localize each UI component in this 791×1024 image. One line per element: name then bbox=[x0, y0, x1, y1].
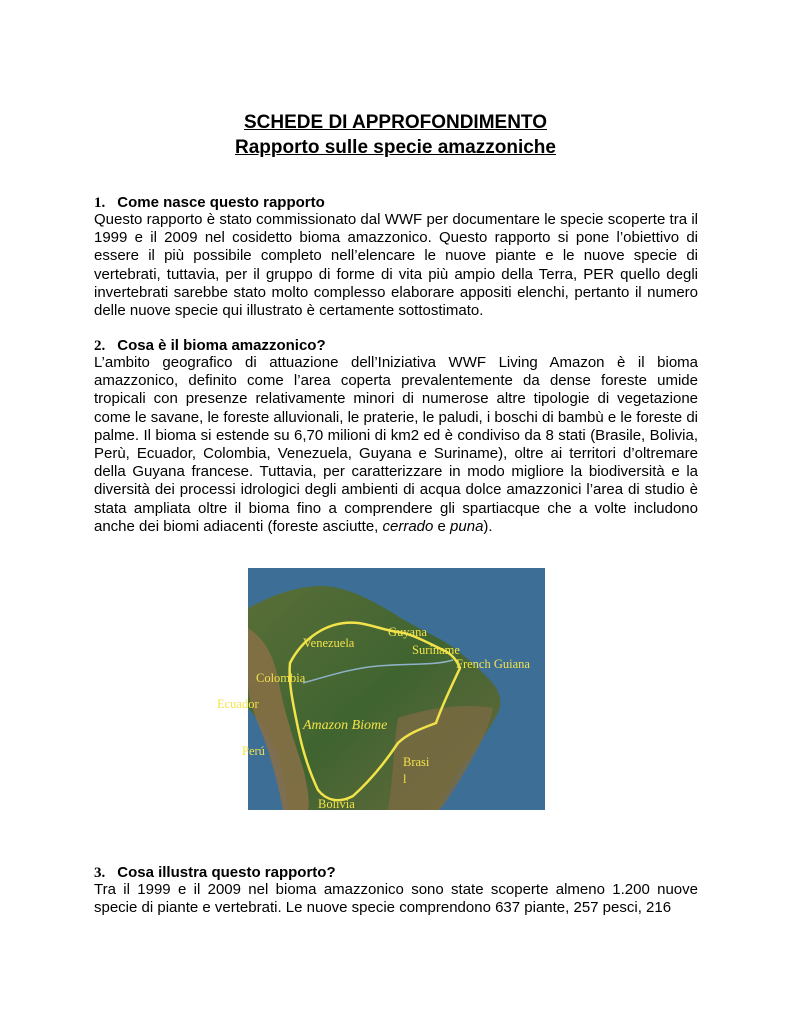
section-1-title: Come nasce questo rapporto bbox=[117, 194, 325, 211]
section-2-number: 2. bbox=[94, 338, 106, 354]
section-1-heading bbox=[94, 194, 325, 212]
label-ecuador: Ecuador bbox=[217, 697, 259, 711]
label-peru: Perú bbox=[242, 744, 265, 758]
cerrado-term: cerrado bbox=[382, 517, 434, 535]
section-2-title: Cosa è il bioma amazzonico? bbox=[117, 337, 326, 354]
label-french-guiana: French Guiana bbox=[456, 657, 530, 671]
amazon-biome-map bbox=[217, 568, 545, 811]
document-title: SCHEDE DI APPROFONDIMENTO bbox=[244, 112, 547, 133]
label-suriname: Suriname bbox=[412, 643, 460, 657]
label-brasil-a: Brasi bbox=[403, 755, 430, 769]
label-colombia: Colombia bbox=[256, 671, 306, 685]
section-3-paragraph: Tra il 1999 e il 2009 nel bioma amazzonico sono state scoperte almeno 1.200 nuove specie di piante e vertebrati. Le nuove specie comprendono 637 piante, 257 pesci, 216 bbox=[94, 881, 698, 917]
section-1-paragraph: Questo rapporto è stato commissionato dal WWF per documentare le specie scoperte tra il 1999 e il 2009 nel cosidetto bioma amazzonico. Questo rapporto si pone l’obiettivo di essere il più possibile completo nell’elencare le nuove piante e le nuove specie di vertebrati, tuttavia, per il gruppo di forme di vita più ampio della Terra, PER quello degli invertebrati sarebbe stato molto complesso elaborare appositi elenchi, pertanto il numero delle nuove specie qui illustrato è certamente sottostimato. bbox=[94, 211, 698, 320]
document-subtitle: Rapporto sulle specie amazzoniche bbox=[235, 137, 556, 158]
section-3-title: Cosa illustra questo rapporto? bbox=[117, 864, 336, 881]
puna-term: puna bbox=[450, 517, 484, 535]
section-3-heading bbox=[94, 864, 336, 882]
section-3-number: 3. bbox=[94, 865, 106, 881]
label-guyana: Guyana bbox=[388, 625, 427, 639]
label-venezuela: Venezuela bbox=[303, 636, 355, 650]
section-1-number: 1. bbox=[94, 195, 106, 211]
label-bolivia: Bolivia bbox=[318, 797, 355, 811]
section-2-paragraph: L’ambito geografico di attuazione dell’Iniziativa WWF Living Amazon è il bioma amazzonico, definito come l’area coperta prevalentemente da dense foreste umide tropicali con presenze relativamente minori di numerose altre tipologie di vegetazione come le savane, le foreste alluvionali, le praterie, le paludi, i boschi di bambù e le foreste di palme. Il bioma si estende su 6,70 milioni di km2 ed è condiviso da 8 stati (Brasile, Bolivia, Perù, Ecuador, Colombia, Venezuela, Guyana e Suriname), oltre ai territori d’oltremare della Guyana francese. Tuttavia, per caratterizzare in modo migliore la biodiversità e la diversità dei processi idrologici degli ambienti di acqua dolce amazzonici l’area di studio è stata ampliata oltre il bioma fino a comprendere gli spartiacque che a volte includono anche dei biomi adiacenti (foreste asciutte, cerrado e puna). bbox=[94, 354, 698, 535]
label-brasil-b: l bbox=[403, 772, 407, 786]
section-2-heading bbox=[94, 337, 326, 355]
label-amazon-biome: Amazon Biome bbox=[303, 718, 388, 733]
